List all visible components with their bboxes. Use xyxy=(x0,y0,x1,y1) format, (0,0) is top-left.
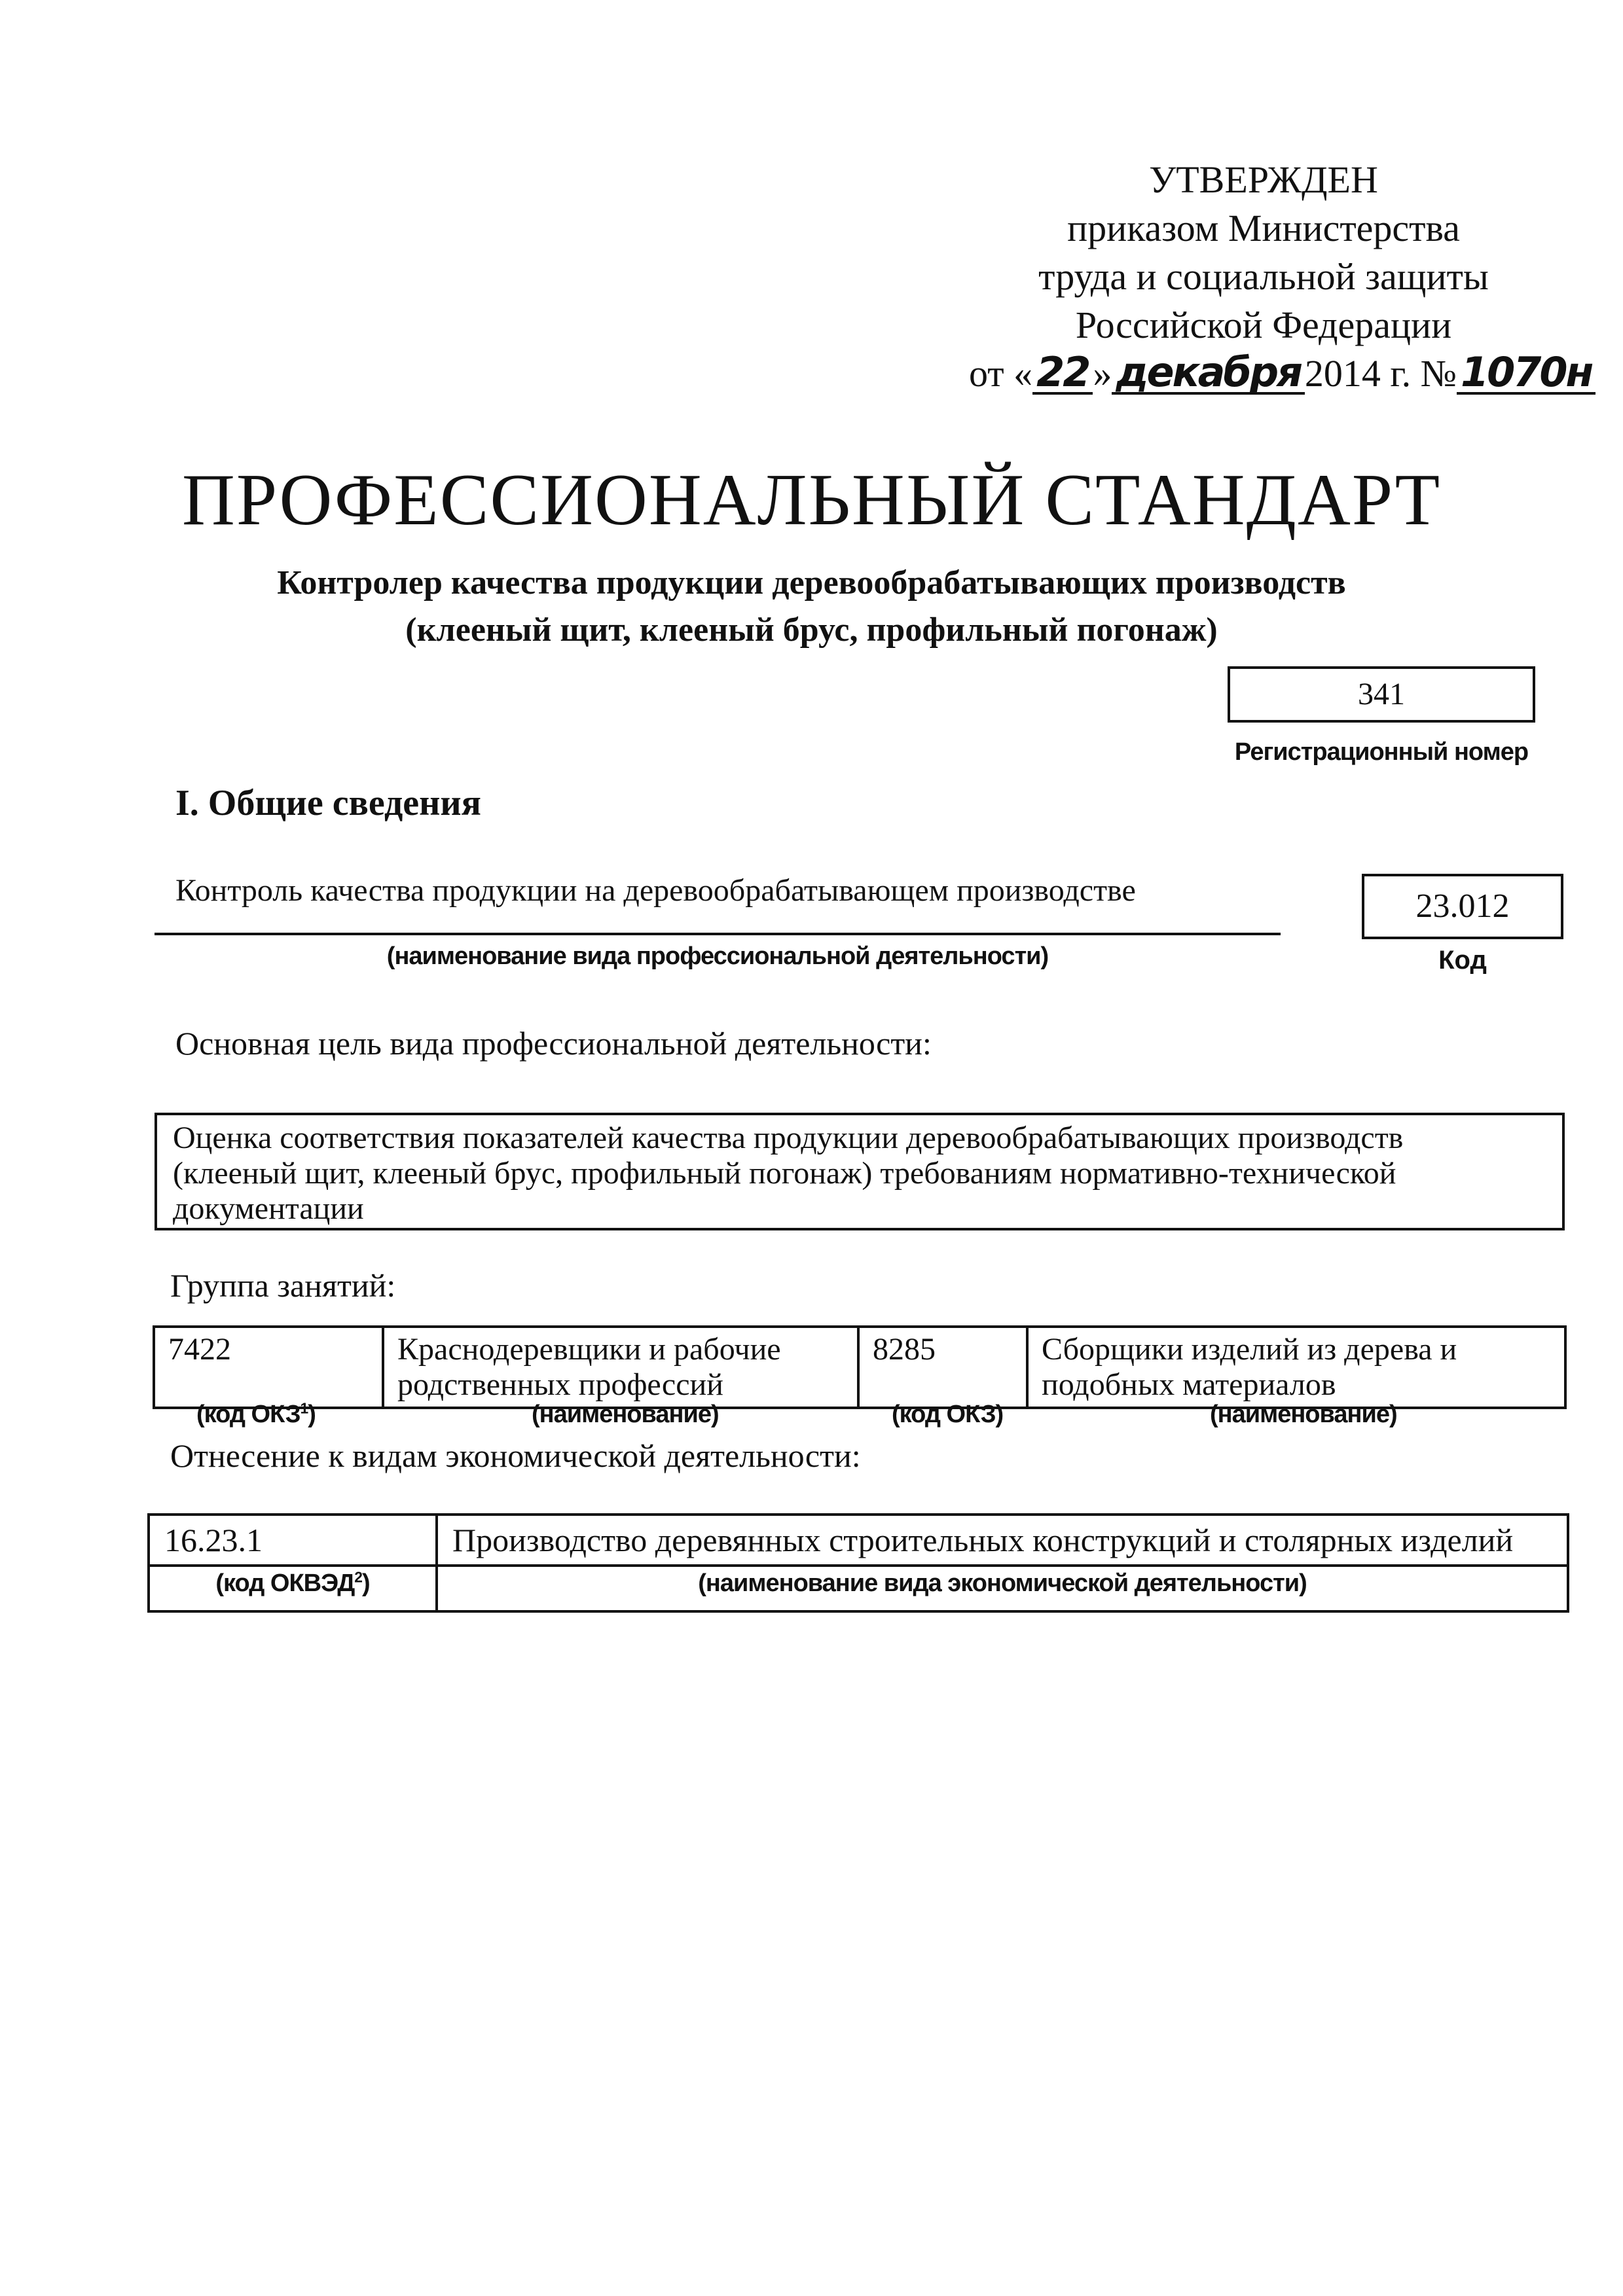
goal-box xyxy=(155,1113,1565,1230)
footnote-1-marker: 1 xyxy=(300,1399,308,1417)
table-row xyxy=(154,1327,1565,1408)
activity-caption: (наименование вида профессиональной деятельности) xyxy=(386,942,1049,970)
okz-code-caption-2: (код ОКЗ) xyxy=(892,1401,1004,1428)
date-year: 2014 г. № xyxy=(1304,352,1457,395)
approval-line-order: приказом Министерства xyxy=(1067,207,1460,249)
date-day: 22 xyxy=(1032,353,1093,395)
okved-code: 16.23.1 xyxy=(149,1515,437,1566)
subtitle-line-1: Контролер качества продукции деревообрабатывающих производств xyxy=(277,564,1346,601)
approval-line-federation: Российской Федерации xyxy=(1075,304,1452,346)
approval-heading: УТВЕРЖДЕН xyxy=(1149,158,1378,201)
activity-code-label: Код xyxy=(1438,946,1487,975)
okved-name-caption: (наименование вида экономической деятельности) xyxy=(437,1566,1568,1611)
okz-name-1 xyxy=(383,1327,858,1408)
goal-line-3: документации xyxy=(173,1191,364,1226)
goal-line-1: Оценка соответствия показателей качества продукции деревообрабатывающих производств xyxy=(173,1121,1404,1155)
okved-name: Производство деревянных строительных конструкций и столярных изделий xyxy=(437,1515,1568,1566)
okz-name-1-line-2: родственных профессий xyxy=(397,1367,723,1402)
document-title: ПРОФЕССИОНАЛЬНЫЙ СТАНДАРТ xyxy=(182,459,1441,541)
economic-activity-table xyxy=(147,1513,1569,1613)
footnote-2-marker: 2 xyxy=(354,1568,362,1586)
okz-name-2 xyxy=(1027,1327,1565,1408)
registration-number-label: Регистрационный номер xyxy=(1234,738,1529,766)
activity-underline xyxy=(155,933,1281,935)
okz-code-2: 8285 xyxy=(858,1327,1027,1408)
date-mid: » xyxy=(1093,352,1112,395)
activity-name: Контроль качества продукции на деревообрабатывающем производстве xyxy=(175,873,1136,908)
section-title: I. Общие сведения xyxy=(175,783,481,823)
occupation-group-table xyxy=(153,1325,1567,1409)
okved-code-caption-text: (код ОКВЭД xyxy=(215,1570,355,1597)
okz-name-caption-1: (наименование) xyxy=(532,1401,719,1428)
okz-name-1-line-1: Краснодеревщики и рабочие xyxy=(397,1332,781,1367)
document-subtitle xyxy=(0,560,1623,654)
subtitle-line-2: (клееный щит, клееный брус, профильный погонаж) xyxy=(405,611,1218,649)
okz-name-caption-2: (наименование) xyxy=(1210,1401,1397,1428)
okz-code-1: 7422 xyxy=(154,1327,383,1408)
approval-date-line xyxy=(969,348,1592,398)
activity-code-box: 23.012 xyxy=(1362,874,1563,939)
okz-name-2-line-2: подобных материалов xyxy=(1042,1367,1336,1402)
goal-line-2: (клееный щит, клееный брус, профильный погонаж) требованиям нормативно-технической xyxy=(173,1156,1396,1191)
economic-activity-label: Отнесение к видам экономической деятельности: xyxy=(170,1437,861,1474)
approval-line-ministry: труда и социальной защиты xyxy=(1038,255,1489,298)
table-row xyxy=(149,1566,1568,1611)
okved-code-caption-end: ) xyxy=(361,1570,370,1597)
date-month: декабря xyxy=(1112,353,1305,395)
okz-code-caption-end: ) xyxy=(308,1401,316,1428)
okz-code-caption-1 xyxy=(196,1401,316,1429)
approval-block xyxy=(969,156,1592,398)
okz-name-2-line-1: Сборщики изделий из дерева и xyxy=(1042,1332,1457,1367)
occupation-group-label: Группа занятий: xyxy=(170,1267,396,1304)
registration-number-box: 341 xyxy=(1228,666,1535,723)
goal-label: Основная цель вида профессиональной деятельности: xyxy=(175,1025,932,1062)
table-row xyxy=(149,1515,1568,1566)
date-prefix: от « xyxy=(969,352,1033,395)
okved-code-caption xyxy=(149,1566,437,1611)
okz-code-caption-text: (код ОКЗ xyxy=(196,1401,301,1428)
order-number: 1070н xyxy=(1457,353,1596,395)
